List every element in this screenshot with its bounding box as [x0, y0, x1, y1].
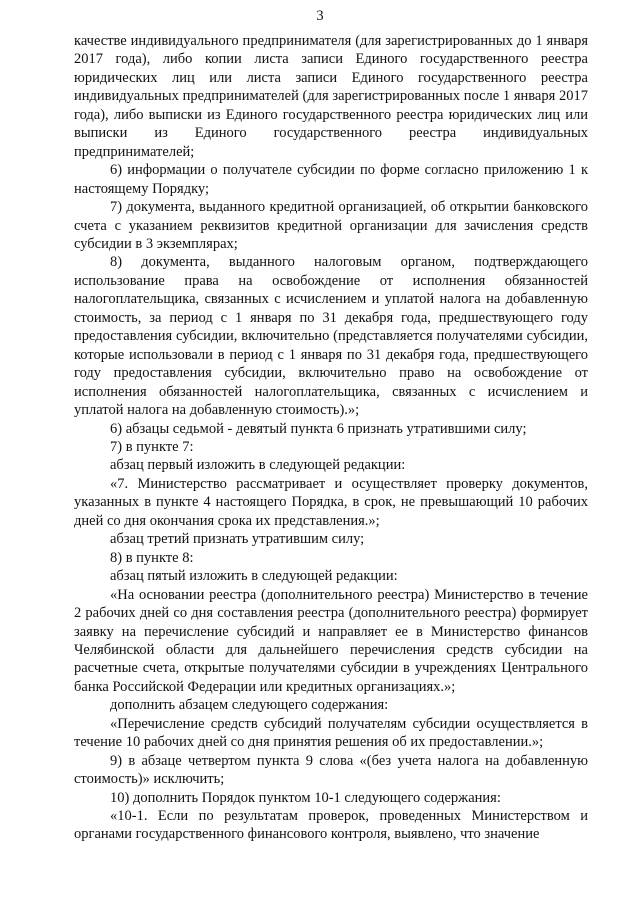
paragraph-amendment-10: 10) дополнить Порядок пунктом 10-1 следующего содержания: [110, 789, 501, 806]
paragraph-amendment-9: 9) в абзаце четвертом пункта 9 слова «(без учета налога на добавленную стоимость)» исключить; [74, 752, 588, 788]
paragraph-instruction: дополнить абзацем следующего содержания: [110, 697, 389, 714]
paragraph-instruction: абзац первый изложить в следующей редакции: [110, 457, 406, 474]
paragraph-instruction: абзац третий признать утратившим силу; [110, 531, 365, 548]
paragraph-item-7: 7) документа, выданного кредитной организацией, об открытии банковского счета с указанием реквизитов кредитной организации для зачисления средств субсидии в 3 экземплярах; [74, 199, 588, 252]
paragraph-quoted-registry: «На основании реестра (дополнительного реестра) Министерство в течение 2 рабочих дней со дня составления реестра (дополнительного реестра) формирует заявку на перечисление субсидий и направляет ее в Министерство финансов Челябинской области для дальнейшего перечисления средств субсидии на расчетные счета, открытые получателями субсидии в учреждениях Центрального банка Российской Федерации или кредитных организациях.»; [74, 586, 588, 695]
paragraph-amendment-8: 8) в пункте 8: [110, 549, 194, 566]
paragraph-amendment-6: 6) абзацы седьмой - девятый пункта 6 признать утратившими силу; [110, 420, 527, 437]
paragraph-quoted-clause-10-1: «10-1. Если по результатам проверок, проведенных Министерством и органами государственного финансового контроля, выявлено, что значение [74, 808, 588, 843]
paragraph-instruction: абзац пятый изложить в следующей редакции: [110, 568, 398, 585]
paragraph-amendment-7: 7) в пункте 7: [110, 438, 194, 455]
page-number: 3 [316, 8, 324, 24]
paragraph-item-6: 6) информации о получателе субсидии по форме согласно приложению 1 к настоящему Порядку; [74, 162, 588, 197]
document-body [74, 32, 588, 844]
paragraph-item-8: 8) документа, выданного налоговым органом, подтверждающего использование права на освобождение от исполнения обязанностей налогоплательщика, связанных с исчислением и уплатой налога на добавленную стоимость, за период с 1 января по 31 декабря года, предшествующего году предоставления субсидии, включительно (представляется получателями субсидии, которые использовали в период с 1 января по 31 декабря года, предшествующего году предоставления субсидии, включительно право на освобождение от исполнения обязанностей налогоплательщика, связанных с исчислением и уплатой налога на добавленную стоимость).»; [74, 254, 588, 419]
paragraph-quoted-clause-7: «7. Министерство рассматривает и осуществляет проверку документов, указанных в пункте 4 настоящего Порядка, в срок, не превышающий 10 рабочих дней со дня окончания срока их представления.»; [74, 475, 588, 529]
paragraph-quoted-transfer: «Перечисление средств субсидий получателям субсидии осуществляется в течение 10 рабочих дней со дня принятия решения об их предоставлении.»; [74, 715, 588, 751]
paragraph-continuation: качестве индивидуального предпринимателя (для зарегистрированных до 1 января 2017 года), либо копии листа записи Единого государственного реестра юридических лиц или листа записи Единого государственного реестра индивидуальных предпринимателей (для зарегистрированных после 1 января 2017 года), либо выписки из Единого государственного реестра юридических лиц или выписки из Единого государственного реестра индивидуальных предпринимателей; [74, 33, 588, 160]
